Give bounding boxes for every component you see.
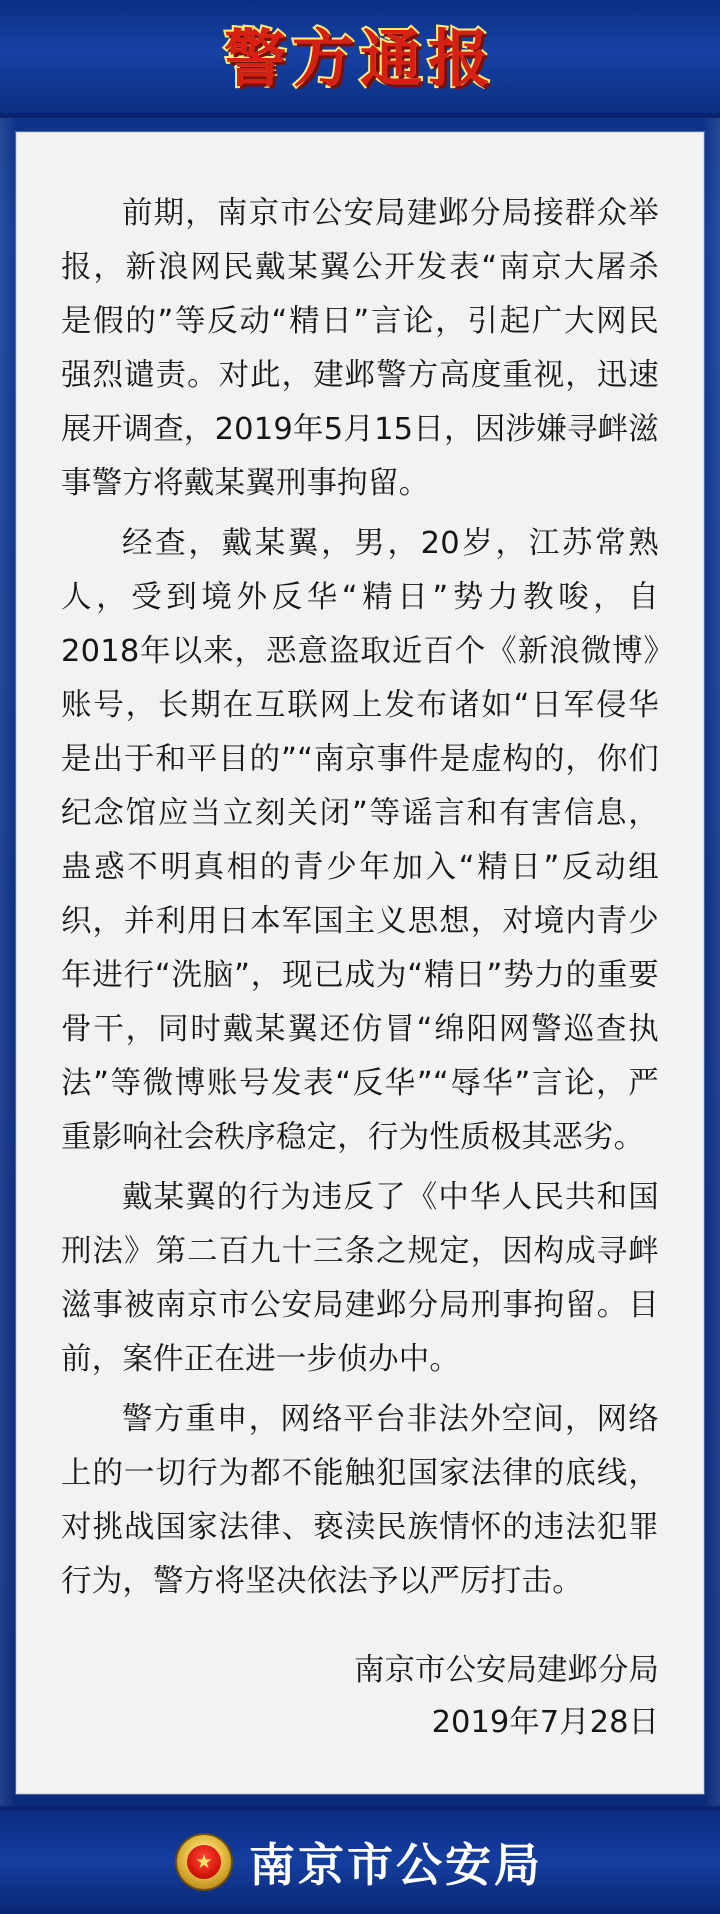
document-paper <box>16 132 704 1794</box>
star-icon: ★ <box>195 1851 213 1873</box>
footer-organization-name: 南京市公安局 <box>249 1838 543 1892</box>
signature-block <box>61 1645 659 1749</box>
police-badge-icon <box>177 1835 231 1889</box>
header-divider <box>0 113 720 118</box>
signature-organization: 南京市公安局建邺分局 <box>354 1653 659 1688</box>
police-badge-inner <box>187 1845 221 1879</box>
signature-date: 2019年7月28日 <box>431 1705 659 1740</box>
paragraph: 前期，南京市公安局建邺分局接群众举报，新浪网民戴某翼公开发表“南京大屠杀是假的”等反动“精日”言论，引起广大网民强烈谴责。对此，建邺警方高度重视，迅速展开调查，2019年5月15日，因涉嫌寻衅滋事警方将戴某翼刑事拘留。 <box>61 196 659 501</box>
paragraph: 经查，戴某翼，男，20岁，江苏常熟人，受到境外反华“精日”势力教唆，自2018年以来，恶意盗取近百个《新浪微博》账号，长期在互联网上发布诸如“日军侵华是出于和平目的”“南京事件是虚构的，你们纪念馆应当立刻关闭”等谣言和有害信息，蛊惑不明真相的青少年加入“精日”反动组织，并利用日本军国主义思想，对境内青少年进行“洗脑”，现已成为“精日”势力的重要骨干，同时戴某翼还仿冒“绵阳网警巡查执法”等微博账号发表“反华”“辱华”言论，严重影响社会秩序稳定，行为性质极其恶劣。 <box>61 526 659 1155</box>
document-body-wrapper <box>0 118 720 1806</box>
poster-header <box>0 0 720 118</box>
poster-footer <box>0 1806 720 1914</box>
page-title: 警方通报 <box>223 22 496 95</box>
paragraph: 戴某翼的行为违反了《中华人民共和国刑法》第二百九十三条之规定，因构成寻衅滋事被南京市公安局建邺分局刑事拘留。目前，案件正在进一步侦办中。 <box>61 1180 659 1377</box>
paragraph: 警方重申，网络平台非法外空间，网络上的一切行为都不能触犯国家法律的底线，对挑战国家法律、亵渎民族情怀的违法犯罪行为，警方将坚决依法予以严厉打击。 <box>61 1402 659 1599</box>
